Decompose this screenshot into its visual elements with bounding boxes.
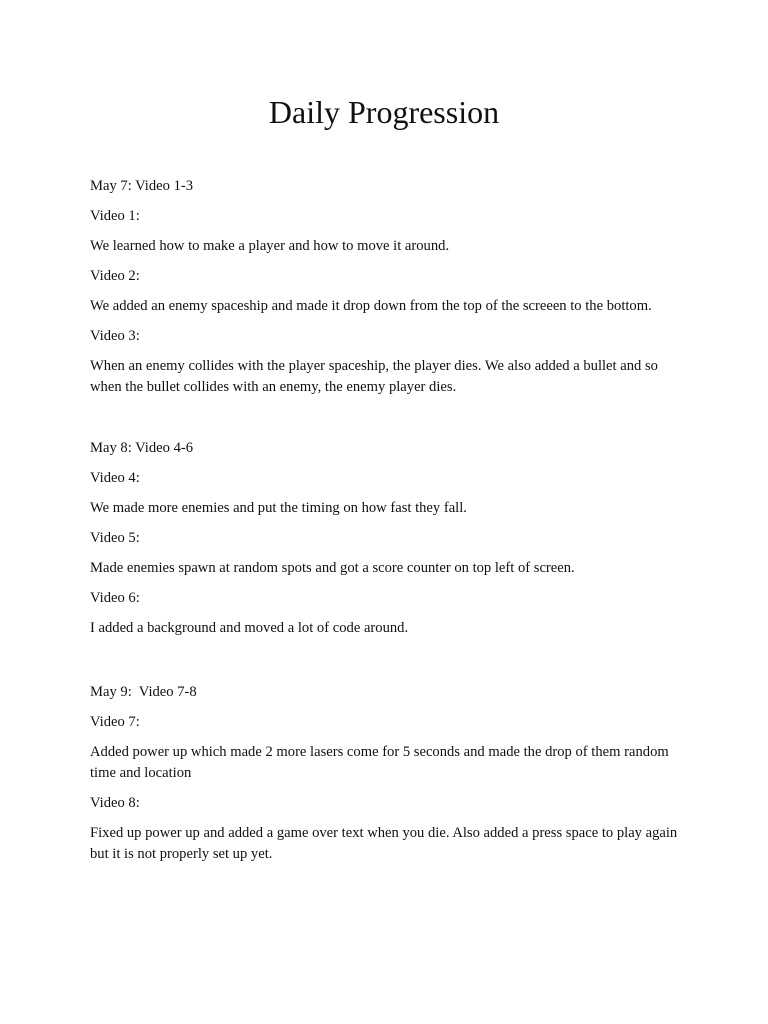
section-heading: May 8: Video 4-6 — [90, 440, 194, 456]
entry-label: Video 1: — [90, 208, 140, 224]
section-heading: May 9: Video 7-8 — [90, 684, 197, 700]
entry-label: Video 5: — [90, 530, 140, 546]
entry-label: Video 8: — [90, 795, 140, 811]
section-may-8 — [90, 438, 680, 639]
entry-text: I added a background and moved a lot of code around. — [90, 620, 409, 636]
entry-label: Video 4: — [90, 470, 140, 486]
entry-text: When an enemy collides with the player spaceship, the player dies. We also added a bullet and so when the bullet collides with an enemy, the enemy player dies. — [90, 358, 658, 395]
entry-text: Added power up which made 2 more lasers come for 5 seconds and made the drop of them random time and location — [90, 744, 669, 781]
entry-label: Video 3: — [90, 328, 140, 344]
entry-text: Fixed up power up and added a game over text when you die. Also added a press space to play again but it is not properly set up yet. — [90, 825, 678, 862]
page-title: Daily Progression — [268, 94, 500, 130]
entry-label: Video 7: — [90, 714, 140, 730]
section-heading: May 7: Video 1-3 — [90, 178, 194, 194]
section-may-9 — [90, 682, 680, 865]
entry-label: Video 6: — [90, 590, 140, 606]
entry-text: Made enemies spawn at random spots and got a score counter on top left of screen. — [90, 560, 575, 576]
entry-text: We learned how to make a player and how to move it around. — [90, 238, 450, 254]
entry-text: We added an enemy spaceship and made it drop down from the top of the screeen to the bottom. — [90, 298, 652, 314]
entry-label: Video 2: — [90, 268, 140, 284]
section-may-7 — [90, 176, 680, 398]
entry-text: We made more enemies and put the timing on how fast they fall. — [90, 500, 467, 516]
